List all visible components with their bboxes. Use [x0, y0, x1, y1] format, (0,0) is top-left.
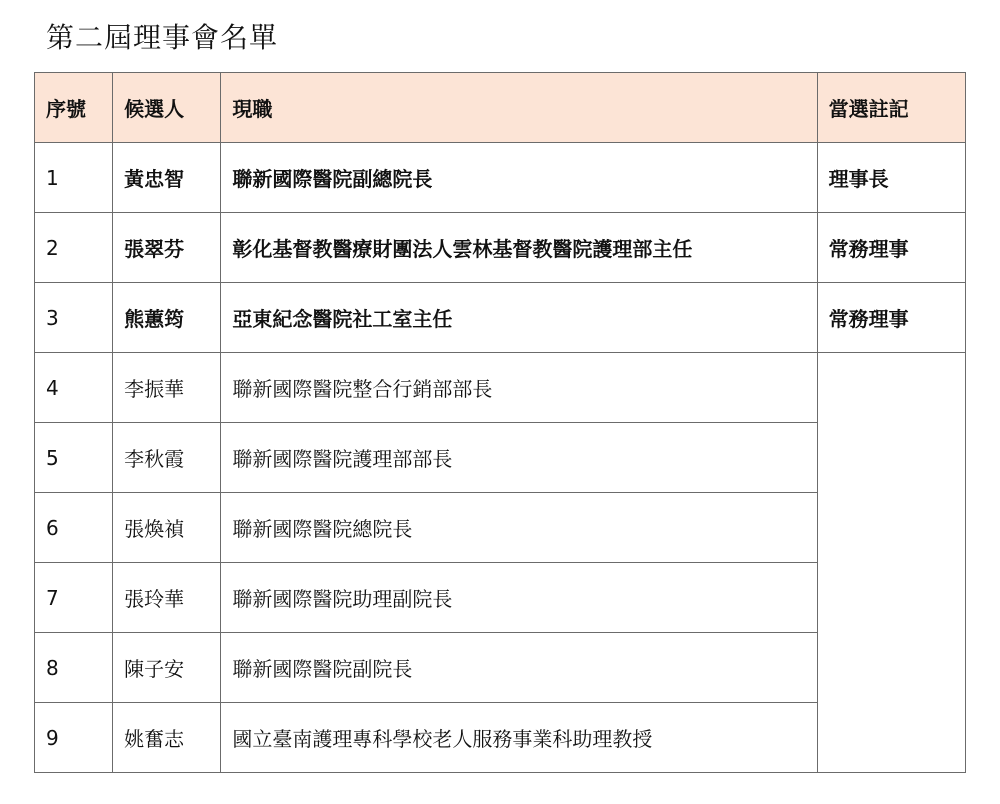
row-position: 聯新國際醫院整合行銷部部長 — [221, 353, 817, 423]
row-seq: 1 — [35, 143, 113, 213]
row-name: 陳子安 — [113, 633, 221, 703]
board-members-table — [34, 72, 966, 773]
header-candidate: 候選人 — [113, 73, 221, 143]
row-name: 李振華 — [113, 353, 221, 423]
row-name: 張煥禎 — [113, 493, 221, 563]
header-seq: 序號 — [35, 73, 113, 143]
row-seq: 8 — [35, 633, 113, 703]
row-note: 常務理事 — [817, 213, 965, 283]
row-note-empty — [817, 353, 965, 773]
row-name: 熊蕙筠 — [113, 283, 221, 353]
header-note: 當選註記 — [817, 73, 965, 143]
table-row — [35, 353, 966, 423]
row-note: 常務理事 — [817, 283, 965, 353]
header-position: 現職 — [221, 73, 817, 143]
table-row — [35, 213, 966, 283]
row-position: 聯新國際醫院護理部部長 — [221, 423, 817, 493]
row-name: 李秋霞 — [113, 423, 221, 493]
row-name: 張翠芬 — [113, 213, 221, 283]
table-header-row — [35, 73, 966, 143]
row-position: 彰化基督教醫療財團法人雲林基督教醫院護理部主任 — [221, 213, 817, 283]
table-row — [35, 283, 966, 353]
row-seq: 6 — [35, 493, 113, 563]
row-note: 理事長 — [817, 143, 965, 213]
row-seq: 4 — [35, 353, 113, 423]
row-position: 亞東紀念醫院社工室主任 — [221, 283, 817, 353]
row-name: 黃忠智 — [113, 143, 221, 213]
row-seq: 7 — [35, 563, 113, 633]
row-position: 聯新國際醫院副院長 — [221, 633, 817, 703]
row-seq: 2 — [35, 213, 113, 283]
row-position: 國立臺南護理專科學校老人服務事業科助理教授 — [221, 703, 817, 773]
row-name: 張玲華 — [113, 563, 221, 633]
row-position: 聯新國際醫院助理副院長 — [221, 563, 817, 633]
row-seq: 3 — [35, 283, 113, 353]
row-position: 聯新國際醫院副總院長 — [221, 143, 817, 213]
row-position: 聯新國際醫院總院長 — [221, 493, 817, 563]
table-row — [35, 143, 966, 213]
row-name: 姚奮志 — [113, 703, 221, 773]
row-seq: 9 — [35, 703, 113, 773]
page-title: 第二屆理事會名單 — [46, 21, 279, 54]
row-seq: 5 — [35, 423, 113, 493]
